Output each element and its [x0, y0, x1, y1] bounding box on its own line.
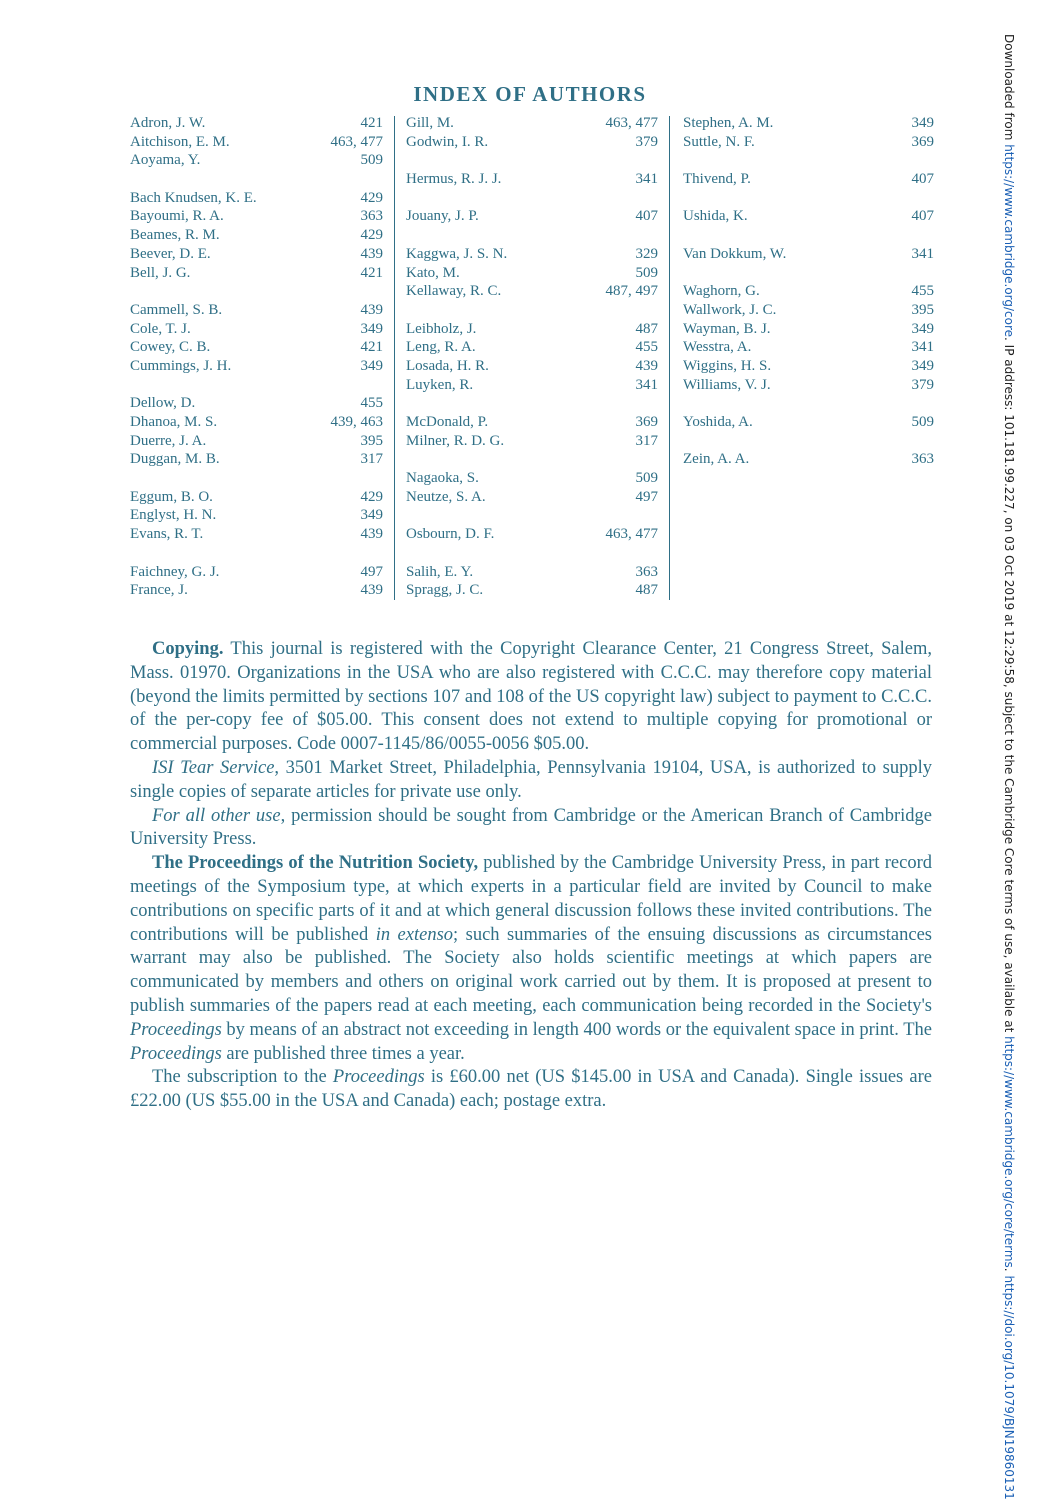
author-name: Hermus, R. J. J.: [406, 171, 502, 188]
proceedings-text: by means of an abstract not exceeding in length 400 words or the equivalent space in print. The: [221, 1019, 932, 1040]
author-name: Thivend, P.: [683, 171, 751, 188]
author-entry: [406, 170, 658, 189]
author-name: Bach Knudsen, K. E.: [130, 189, 257, 206]
author-name: France, J.: [130, 582, 188, 599]
author-entry: [130, 189, 383, 208]
author-entry: [683, 413, 934, 432]
author-entry: [683, 376, 934, 395]
author-name: McDonald, P.: [406, 414, 489, 430]
author-entry: [406, 357, 658, 376]
index-title: INDEX OF AUTHORS: [413, 82, 647, 106]
subscription-text: The subscription to the: [152, 1067, 333, 1088]
author-entry: [130, 338, 383, 357]
author-name: Jouany, J. P.: [406, 208, 479, 225]
page-numbers: 439: [360, 301, 383, 318]
author-name: Yoshida, A.: [683, 414, 753, 430]
column-divider: [669, 116, 670, 600]
index-spacer: [130, 376, 383, 395]
page-numbers: 317: [635, 432, 658, 449]
author-column-1: [130, 114, 383, 600]
doi-link[interactable]: https://doi.org/10.1079/BJN19860131: [1002, 1275, 1016, 1500]
author-entry: [130, 320, 383, 339]
author-entry: [130, 432, 383, 451]
download-notice-text: Downloaded from: [1002, 34, 1016, 145]
proceedings-italic: Proceedings: [130, 1043, 222, 1064]
author-name: Williams, V. J.: [683, 376, 771, 393]
isi-heading: ISI Tear Service: [152, 757, 275, 778]
author-name: Cole, T. J.: [130, 320, 191, 337]
page-numbers: 497: [635, 488, 658, 505]
page-numbers: 349: [911, 357, 934, 374]
page-numbers: 379: [911, 376, 934, 393]
author-entry: [683, 301, 934, 320]
other-use-heading: For all other use: [152, 805, 281, 826]
author-entry: [406, 432, 658, 451]
author-name: Kaggwa, J. S. N.: [406, 245, 508, 262]
author-entry: [683, 207, 934, 226]
author-entry: [406, 581, 658, 600]
proceedings-italic: in extenso: [375, 924, 454, 945]
author-entry: [683, 450, 934, 469]
author-name: Bayoumi, R. A.: [130, 208, 224, 225]
author-entry: [130, 450, 383, 469]
page-numbers: 363: [360, 208, 383, 225]
index-spacer: [406, 301, 658, 320]
index-spacer: [406, 450, 658, 469]
author-entry: [130, 207, 383, 226]
author-entry: [130, 264, 383, 283]
page-numbers: 379: [635, 133, 658, 150]
author-entry: [130, 226, 383, 245]
author-entry: [406, 245, 658, 264]
author-entry: [406, 488, 658, 507]
author-entry: [406, 563, 658, 582]
download-notice: [1002, 34, 1016, 1500]
author-entry: [406, 133, 658, 152]
author-entry: [130, 488, 383, 507]
author-entry: [130, 133, 383, 152]
subscription-italic: Proceedings: [332, 1067, 425, 1088]
index-spacer: [406, 151, 658, 170]
page-numbers: 439: [360, 582, 383, 599]
page-numbers: 455: [635, 339, 658, 356]
author-name: Cammell, S. B.: [130, 301, 223, 318]
page-numbers: 349: [911, 115, 934, 131]
author-entry: [130, 151, 383, 170]
author-name: Zein, A. A.: [683, 451, 750, 468]
notes-section: [130, 638, 932, 1114]
author-entry: [130, 506, 383, 525]
page-numbers: 509: [635, 264, 658, 281]
proceedings-text: ; such summaries of the ensuing discussions as circumstances warrant may also be published. The Society also holds scientific meetings at which papers are communicated by members and others on original work carried out by them. It is proposed at present to publish summaries of the papers read at each meeting, each communication being recorded in the Society's: [130, 924, 933, 1016]
author-column-3: [683, 114, 934, 469]
page-numbers: 395: [911, 301, 934, 318]
author-entry: [406, 469, 658, 488]
author-name: Wayman, B. J.: [683, 320, 771, 337]
copying-paragraph: [130, 638, 932, 757]
author-name: Neutze, S. A.: [406, 488, 486, 505]
proceedings-paragraph: [130, 852, 932, 1066]
author-name: Englyst, H. N.: [130, 507, 217, 524]
page-numbers: 463, 477: [330, 133, 383, 150]
proceedings-italic: Proceedings: [130, 1019, 222, 1040]
author-entry: [683, 133, 934, 152]
page-numbers: 429: [360, 488, 383, 505]
subscription-text: is £60.00 net (US $145.00 in USA and Canada). Single issues are £22.00 (US $55.00 in the USA and Canada) each; postage extra.: [130, 1067, 932, 1112]
page-numbers: 497: [360, 563, 383, 580]
author-entry: [406, 114, 658, 133]
author-entry: [683, 320, 934, 339]
author-name: Kellaway, R. C.: [406, 283, 502, 300]
page-numbers: 407: [635, 208, 658, 225]
author-name: Cummings, J. H.: [130, 357, 232, 374]
author-name: Van Dokkum, W.: [683, 245, 787, 262]
index-spacer: [683, 432, 934, 451]
author-entry: [406, 264, 658, 283]
author-name: Bell, J. G.: [130, 264, 191, 281]
author-name: Osbourn, D. F.: [406, 526, 495, 543]
page-numbers: 463, 477: [605, 115, 658, 131]
page-numbers: 455: [360, 395, 383, 412]
author-entry: [130, 581, 383, 600]
page-numbers: 369: [635, 414, 658, 430]
page-numbers: 487, 497: [605, 283, 658, 300]
page-numbers: 429: [360, 227, 383, 244]
page-numbers: 341: [635, 376, 658, 393]
author-name: Spragg, J. C.: [406, 582, 484, 599]
cambridge-core-link[interactable]: https://www.cambridge.org/core: [1002, 144, 1016, 338]
page-numbers: 349: [360, 507, 383, 524]
author-entry: [406, 525, 658, 544]
author-entry: [130, 413, 383, 432]
author-entry: [406, 207, 658, 226]
author-name: Ushida, K.: [683, 208, 748, 225]
author-name: Nagaoka, S.: [406, 470, 479, 487]
author-name: Waghorn, G.: [683, 283, 760, 300]
other-use-paragraph: [130, 805, 932, 853]
author-name: Salih, E. Y.: [406, 563, 474, 580]
author-name: Eggum, B. O.: [130, 488, 213, 505]
author-name: Godwin, I. R.: [406, 133, 489, 150]
page-numbers: 439: [635, 357, 658, 374]
author-entry: [406, 320, 658, 339]
page-numbers: 439: [360, 526, 383, 543]
page-numbers: 341: [911, 339, 934, 356]
copying-heading: Copying.: [152, 639, 224, 659]
author-name: Dellow, D.: [130, 395, 196, 412]
author-entry: [406, 376, 658, 395]
page-numbers: 439, 463: [330, 414, 383, 430]
page-numbers: 463, 477: [605, 526, 658, 543]
page-numbers: 509: [911, 414, 934, 430]
page-numbers: 455: [911, 283, 934, 300]
author-name: Milner, R. D. G.: [406, 432, 505, 449]
page-numbers: 369: [911, 133, 934, 150]
page-numbers: 509: [360, 152, 383, 169]
author-entry: [683, 338, 934, 357]
page-numbers: 341: [911, 245, 934, 262]
author-name: Gill, M.: [406, 115, 454, 131]
page-numbers: 407: [911, 171, 934, 188]
page-numbers: 363: [911, 451, 934, 468]
author-name: Leng, R. A.: [406, 339, 476, 356]
index-spacer: [130, 544, 383, 563]
author-entry: [683, 282, 934, 301]
page-numbers: 395: [360, 432, 383, 449]
author-name: Evans, R. T.: [130, 526, 204, 543]
author-entry: [406, 338, 658, 357]
author-entry: [130, 245, 383, 264]
author-name: Faichney, G. J.: [130, 563, 220, 580]
page-numbers: 421: [360, 264, 383, 281]
page-numbers: 421: [360, 339, 383, 356]
index-spacer: [683, 189, 934, 208]
author-entry: [406, 413, 658, 432]
author-entry: [130, 114, 383, 133]
author-name: Kato, M.: [406, 264, 460, 281]
index-spacer: [406, 544, 658, 563]
page-numbers: 509: [635, 470, 658, 487]
author-name: Duggan, M. B.: [130, 451, 220, 468]
page-numbers: 341: [635, 171, 658, 188]
author-name: Losada, H. R.: [406, 357, 489, 374]
author-entry: [130, 301, 383, 320]
page-numbers: 439: [360, 245, 383, 262]
index-spacer: [683, 394, 934, 413]
index-spacer: [683, 151, 934, 170]
author-name: Cowey, C. B.: [130, 339, 211, 356]
author-entry: [683, 357, 934, 376]
author-name: Beames, R. M.: [130, 227, 220, 244]
page-numbers: 363: [635, 563, 658, 580]
page-numbers: 349: [360, 357, 383, 374]
author-entry: [683, 114, 934, 133]
author-name: Aitchison, E. M.: [130, 133, 230, 150]
author-name: Suttle, N. F.: [683, 133, 755, 150]
other-use-text: , permission should be sought from Cambridge or the American Branch of Cambridge University Press.: [130, 805, 932, 850]
page-numbers: 487: [635, 320, 658, 337]
author-name: Duerre, J. A.: [130, 432, 207, 449]
proceedings-text: are published three times a year.: [221, 1043, 465, 1064]
author-name: Leibholz, J.: [406, 320, 477, 337]
author-name: Wallwork, J. C.: [683, 301, 777, 318]
author-name: Wiggins, H. S.: [683, 357, 772, 374]
author-entry: [683, 245, 934, 264]
download-notice-text: .: [1002, 1267, 1016, 1276]
index-spacer: [683, 264, 934, 283]
page-numbers: 487: [635, 582, 658, 599]
copying-text: This journal is registered with the Copyright Clearance Center, 21 Congress Street, Salem, Mass. 01970. Organizations in the USA who are also registered with C.C.C. may therefore copy material (beyond the limits permitted by sections 107 and 108 of the US copyright law) subject to payment to C.C.C. of the per-copy fee of $05.00. This consent does not extend to multiple copying for promotional or commercial purposes. Code 0007-1145/86/0055-0056 $05.00.: [130, 639, 932, 755]
page-numbers: 349: [911, 320, 934, 337]
page-numbers: 349: [360, 320, 383, 337]
page-numbers: 429: [360, 189, 383, 206]
author-name: Beever, D. E.: [130, 245, 211, 262]
proceedings-text: published by the Cambridge University Press, in part record meetings of the Symposium type, at which experts in a particular field are invited by Council to make contributions on specific parts of it and at which general discussion follows these invited contributions. The contributions will be published: [130, 853, 932, 945]
download-notice-text: . IP address: 101.181.99.227, on 03 Oct 2019 at 12:29:58, subject to the Cambridge Core terms of use, available at: [1002, 337, 1016, 1037]
page-numbers: 317: [360, 451, 383, 468]
author-name: Luyken, R.: [406, 376, 474, 393]
isi-text: , 3501 Market Street, Philadelphia, Pennsylvania 19104, USA, is authorized to supply single copies of separate articles for private use only.: [130, 757, 933, 802]
index-spacer: [406, 506, 658, 525]
terms-link[interactable]: https://www.cambridge.org/core/terms: [1002, 1036, 1016, 1268]
index-spacer: [406, 226, 658, 245]
author-entry: [683, 170, 934, 189]
index-spacer: [406, 394, 658, 413]
column-divider: [394, 116, 395, 600]
author-entry: [130, 525, 383, 544]
author-name: Adron, J. W.: [130, 115, 206, 131]
author-entry: [406, 282, 658, 301]
page-numbers: 329: [635, 245, 658, 262]
author-entry: [130, 563, 383, 582]
page-numbers: 407: [911, 208, 934, 225]
proceedings-heading: The Proceedings of the Nutrition Society,: [152, 853, 479, 874]
index-spacer: [130, 170, 383, 189]
author-name: Stephen, A. M.: [683, 115, 774, 131]
page-numbers: 421: [360, 115, 383, 131]
author-column-2: [406, 114, 658, 600]
index-spacer: [406, 189, 658, 208]
author-name: Wesstra, A.: [683, 339, 752, 356]
index-spacer: [130, 469, 383, 488]
index-spacer: [130, 282, 383, 301]
author-entry: [130, 394, 383, 413]
author-name: Dhanoa, M. S.: [130, 414, 218, 430]
index-spacer: [683, 226, 934, 245]
subscription-paragraph: [130, 1066, 932, 1114]
author-name: Aoyama, Y.: [130, 152, 201, 169]
isi-paragraph: [130, 757, 932, 805]
author-entry: [130, 357, 383, 376]
